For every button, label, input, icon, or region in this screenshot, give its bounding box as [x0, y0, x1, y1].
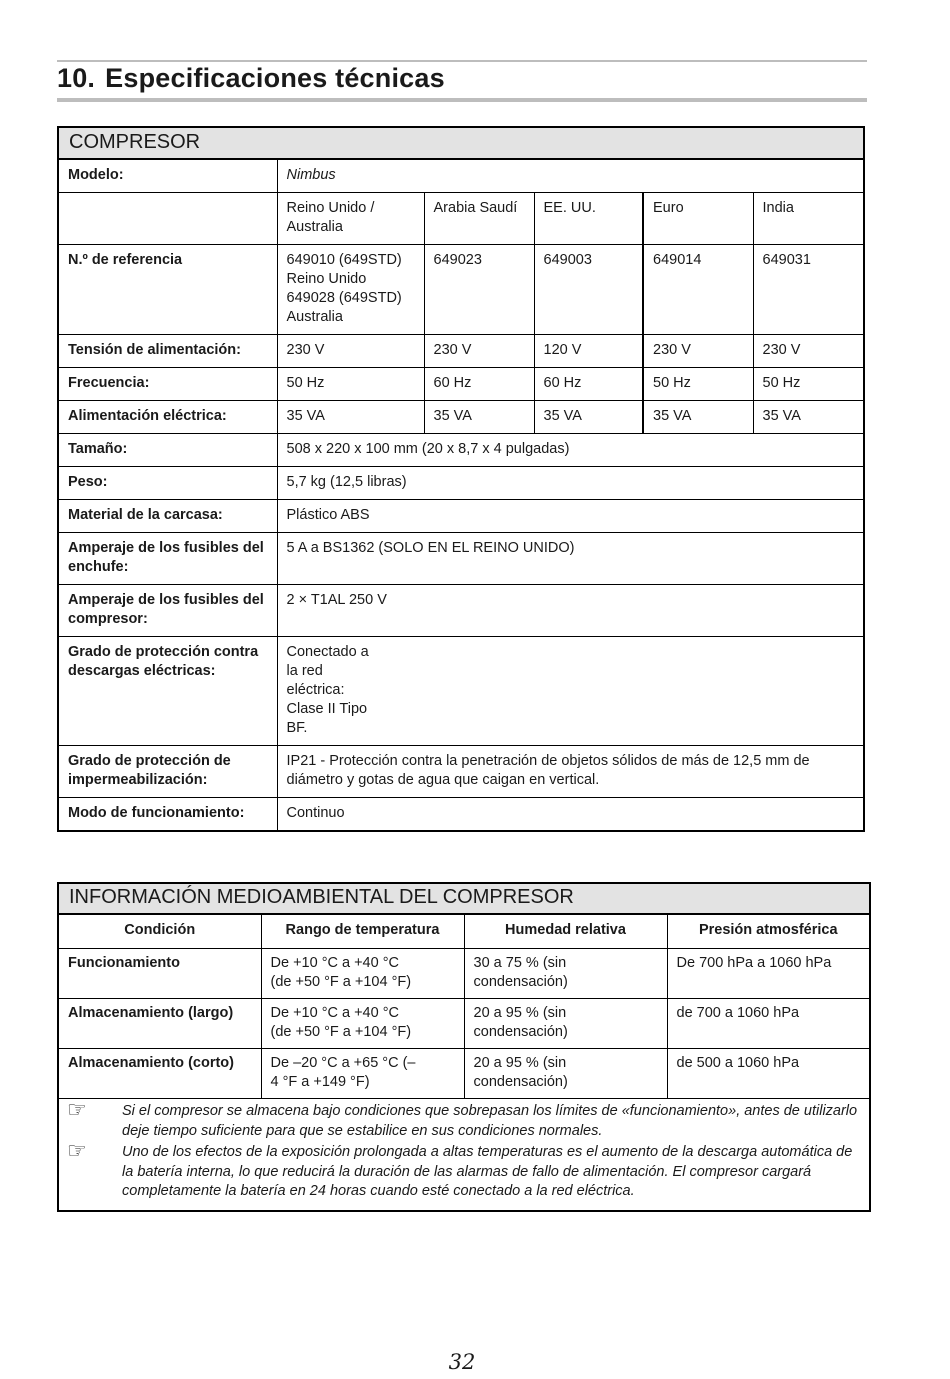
reference-cell: 649003	[534, 245, 643, 335]
model-label: Modelo:	[58, 159, 277, 193]
table-row	[58, 467, 864, 500]
environment-table	[57, 882, 871, 1212]
power-cell: 35 VA	[643, 401, 753, 434]
table-header-row	[58, 914, 870, 949]
table-row	[58, 798, 864, 832]
table-row	[58, 585, 864, 637]
region-cell: India	[753, 193, 864, 245]
page-number: 32	[448, 1350, 476, 1374]
voltage-label: Tensión de alimentación:	[58, 335, 277, 368]
spec-value: IP21 - Protección contra la penetración de objetos sólidos de más de 12,5 mm de diámetro y gotas de agua que caigan en vertical.	[277, 746, 864, 798]
table-row	[58, 500, 864, 533]
spec-value: 2 × T1AL 250 V	[277, 585, 864, 637]
power-cell: 35 VA	[534, 401, 643, 434]
pressure-cell: De 700 hPa a 1060 hPa	[667, 949, 870, 999]
page-title	[57, 63, 445, 94]
table-row	[58, 1049, 870, 1099]
frequency-cell: 60 Hz	[534, 368, 643, 401]
table-row	[58, 368, 864, 401]
note-text: Uno de los efectos de la exposición prolongada a altas temperaturas es el aumento de la descarga automática de la batería interna, lo que reducirá la duración de las alarmas de fallo de alimentación. El compresor cargará completamente la batería en 24 horas cuando esté conectado a la red eléctrica.	[122, 1144, 853, 1199]
table-row	[58, 949, 870, 999]
frequency-cell: 50 Hz	[643, 368, 753, 401]
section-number: 10.	[57, 63, 96, 93]
reference-cell: 649010 (649STD) Reino Unido 649028 (649STD) Australia	[277, 245, 424, 335]
pressure-cell: de 500 a 1060 hPa	[667, 1049, 870, 1099]
column-header: Presión atmosférica	[667, 914, 870, 949]
column-header: Rango de temperatura	[261, 914, 464, 949]
temperature-cell: De +10 °C a +40 °C (de +50 °F a +104 °F)	[261, 999, 464, 1049]
voltage-cell: 230 V	[643, 335, 753, 368]
spec-value: 508 x 220 x 100 mm (20 x 8,7 x 4 pulgadas)	[277, 434, 864, 467]
compressor-section-title: COMPRESOR	[58, 127, 864, 159]
table-row	[58, 193, 864, 245]
spec-label: Tamaño:	[58, 434, 277, 467]
pointing-hand-icon: ☞	[67, 1097, 87, 1122]
spec-value: 5 A a BS1362 (SOLO EN EL REINO UNIDO)	[277, 533, 864, 585]
voltage-cell: 230 V	[424, 335, 534, 368]
column-header: Humedad relativa	[464, 914, 667, 949]
humidity-cell: 20 a 95 % (sin condensación)	[464, 1049, 667, 1099]
table-row	[58, 637, 864, 746]
voltage-cell: 120 V	[534, 335, 643, 368]
temperature-cell: De +10 °C a +40 °C (de +50 °F a +104 °F)	[261, 949, 464, 999]
humidity-cell: 30 a 75 % (sin condensación)	[464, 949, 667, 999]
humidity-cell: 20 a 95 % (sin condensación)	[464, 999, 667, 1049]
power-cell: 35 VA	[277, 401, 424, 434]
voltage-cell: 230 V	[753, 335, 864, 368]
condition-cell: Almacenamiento (largo)	[58, 999, 261, 1049]
compressor-spec-table	[57, 126, 865, 832]
section-title: Especificaciones técnicas	[105, 63, 445, 93]
region-cell: Arabia Saudí	[424, 193, 534, 245]
voltage-cell: 230 V	[277, 335, 424, 368]
notes-row	[58, 1099, 870, 1211]
spec-label: Grado de protección de impermeabilización:	[58, 746, 277, 798]
heading-rule-top	[57, 60, 867, 62]
pointing-hand-icon: ☞	[67, 1138, 87, 1163]
spec-label: Material de la carcasa:	[58, 500, 277, 533]
power-cell: 35 VA	[753, 401, 864, 434]
table-row	[58, 746, 864, 798]
spec-value: Plástico ABS	[277, 500, 864, 533]
region-cell: Euro	[643, 193, 753, 245]
condition-cell: Almacenamiento (corto)	[58, 1049, 261, 1099]
table-row	[58, 335, 864, 368]
region-cell: Reino Unido / Australia	[277, 193, 424, 245]
frequency-cell: 60 Hz	[424, 368, 534, 401]
environment-section-title: INFORMACIÓN MEDIOAMBIENTAL DEL COMPRESOR	[58, 883, 870, 914]
spec-label: Amperaje de los fusibles del compresor:	[58, 585, 277, 637]
table-row	[58, 159, 864, 193]
heading-rule-bottom	[57, 98, 867, 102]
table-row	[58, 533, 864, 585]
notes-cell	[58, 1099, 870, 1211]
condition-cell: Funcionamiento	[58, 949, 261, 999]
reference-cell: 649014	[643, 245, 753, 335]
note	[67, 1138, 861, 1202]
spec-label: Amperaje de los fusibles del enchufe:	[58, 533, 277, 585]
region-cell: EE. UU.	[534, 193, 643, 245]
reference-label: N.º de referencia	[58, 245, 277, 335]
reference-cell: 649023	[424, 245, 534, 335]
table-row	[58, 999, 870, 1049]
temperature-cell: De –20 °C a +65 °C (–4 °F a +149 °F)	[261, 1049, 464, 1099]
spec-value: Continuo	[277, 798, 864, 832]
frequency-cell: 50 Hz	[753, 368, 864, 401]
reference-cell: 649031	[753, 245, 864, 335]
spec-value: 5,7 kg (12,5 libras)	[277, 467, 864, 500]
note-text: Si el compresor se almacena bajo condiciones que sobrepasan los límites de «funcionamiento», antes de utilizarlo deje tiempo suficiente para que se estabilice en sus condiciones normales.	[122, 1103, 858, 1139]
frequency-cell: 50 Hz	[277, 368, 424, 401]
spec-label: Peso:	[58, 467, 277, 500]
spec-value: Conectado a la red eléctrica: Clase II Tipo BF.	[277, 637, 864, 746]
spec-label: Modo de funcionamiento:	[58, 798, 277, 832]
frequency-label: Frecuencia:	[58, 368, 277, 401]
empty-cell	[58, 193, 277, 245]
column-header: Condición	[58, 914, 261, 949]
table-row	[58, 434, 864, 467]
power-cell: 35 VA	[424, 401, 534, 434]
note	[67, 1097, 861, 1141]
table-row	[58, 401, 864, 434]
spec-label: Grado de protección contra descargas eléctricas:	[58, 637, 277, 746]
table-row	[58, 245, 864, 335]
model-value: Nimbus	[277, 159, 864, 193]
pressure-cell: de 700 a 1060 hPa	[667, 999, 870, 1049]
power-label: Alimentación eléctrica:	[58, 401, 277, 434]
